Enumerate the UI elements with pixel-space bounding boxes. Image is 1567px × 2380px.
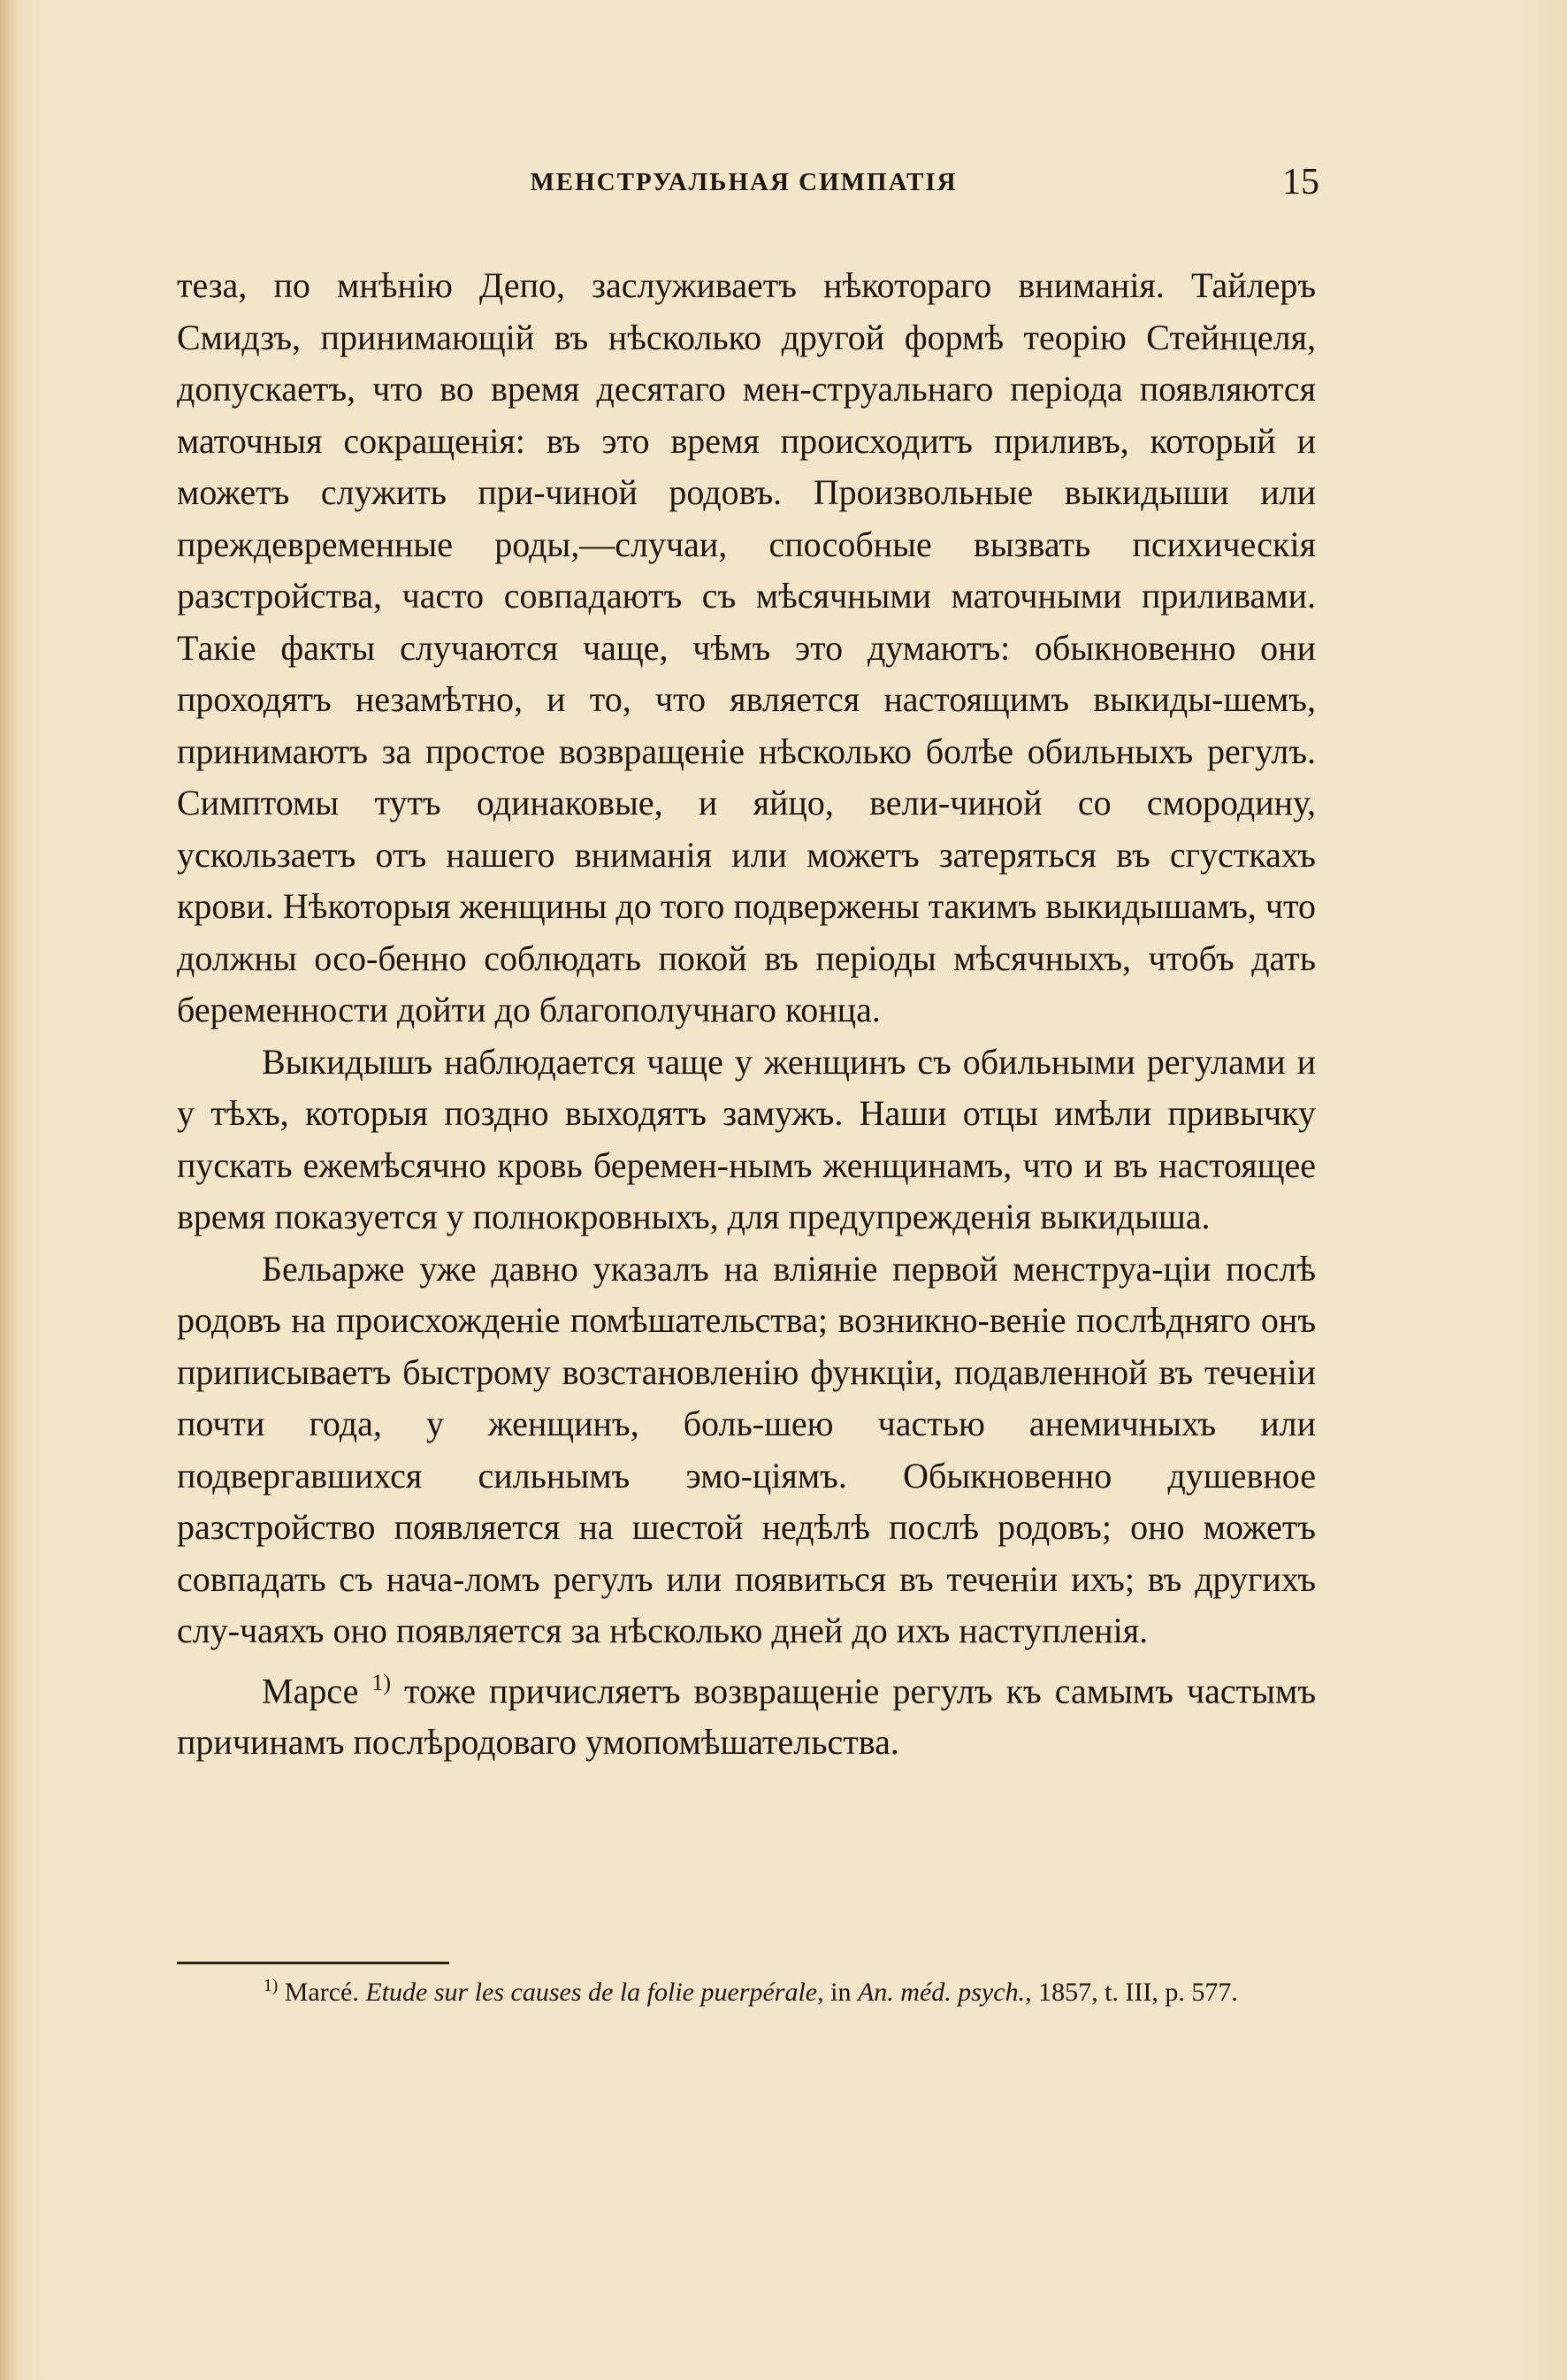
footnote-marker: 1) xyxy=(264,1977,279,1995)
page-header xyxy=(177,161,1319,205)
footnote-in: , in xyxy=(817,1978,858,2007)
paragraph-4-rest: тоже причисляетъ возвращеніе регулъ къ самымъ частымъ причинамъ послѣродоваго умопомѣшательства. xyxy=(177,1670,1317,1763)
footnote-author: Marcé. xyxy=(278,1978,366,2007)
footnote-reference[interactable]: 1) xyxy=(371,1669,392,1695)
paragraph-1: теза, по мнѣнію Депо, заслуживаетъ нѣкотораго вниманія. Тайлеръ Смидзъ, принимающій въ нѣсколько другой формѣ теорію Стейнцеля, допускаетъ, что во время десятаго мен-струальнаго періода появляются маточныя сокращенія: въ это время происходитъ приливъ, который и можетъ служить при-чиной родовъ. Произвольные выкидыши или преждевременные роды,—случаи, способные вызвать психическія разстройства, часто совпадаютъ съ мѣсячными маточными приливами. Такіе факты случаются чаще, чѣмъ это думаютъ: обыкновенно они проходятъ незамѣтно, и то, что является настоящимъ выкиды-шемъ, принимаютъ за простое возвращеніе нѣсколько болѣе обильныхъ регулъ. Симптомы тутъ одинаковые, и яйцо, вели-чиной со смородину, ускользаетъ отъ нашего вниманія или можетъ затеряться въ сгусткахъ крови. Нѣкоторыя женщины до того подвержены такимъ выкидышамъ, что должны осо-бенно соблюдать покой въ періоды мѣсячныхъ, чтобъ дать беременности дойти до благополучнаго конца. xyxy=(177,265,1316,1029)
page-number: 15 xyxy=(1282,162,1319,203)
main-text xyxy=(177,260,1316,1769)
footnote-citation: , 1857, t. III, p. 577. xyxy=(1025,1978,1238,2007)
footnote-separator xyxy=(177,1962,449,1964)
paragraph-4-start: Марсе xyxy=(262,1670,372,1710)
footnote-journal: An. méd. psych. xyxy=(857,1978,1026,2007)
footnote-title: Etude sur les causes de la folie puerpérale xyxy=(365,1978,818,2007)
footnote xyxy=(177,1965,1316,2013)
paragraph-3: Бельарже уже давно указалъ на вліяніе первой менструа-ціи послѣ родовъ на происхожденіе помѣшательства; возникно-веніе послѣдняго онъ приписываетъ быстрому возстановленію функціи, подавленной въ теченіи почти года, у женщинъ, боль-шею частью анемичныхъ или подвергавшихся сильнымъ эмо-ціямъ. Обыкновенно душевное разстройство появляется на шестой недѣлѣ послѣ родовъ; оно можетъ совпадать съ нача-ломъ регулъ или появиться въ теченіи ихъ; въ другихъ слу-чаяхъ оно появляется за нѣсколько дней до ихъ наступленія. xyxy=(177,1248,1316,1650)
footnote-text xyxy=(177,1965,1316,2013)
paragraph-4 xyxy=(177,1657,1316,1769)
running-title: МЕНСТРУАЛЬНАЯ СИМПАТІЯ xyxy=(530,168,958,196)
paragraph-2: Выкидышъ наблюдается чаще у женщинъ съ обильными регулами и у тѣхъ, которыя поздно выходятъ замужъ. Наши отцы имѣли привычку пускать ежемѣсячно кровь беремен-нымъ женщинамъ, что и въ настоящее время показуется у полнокровныхъ, для предупрежденія выкидыша. xyxy=(177,1041,1316,1236)
